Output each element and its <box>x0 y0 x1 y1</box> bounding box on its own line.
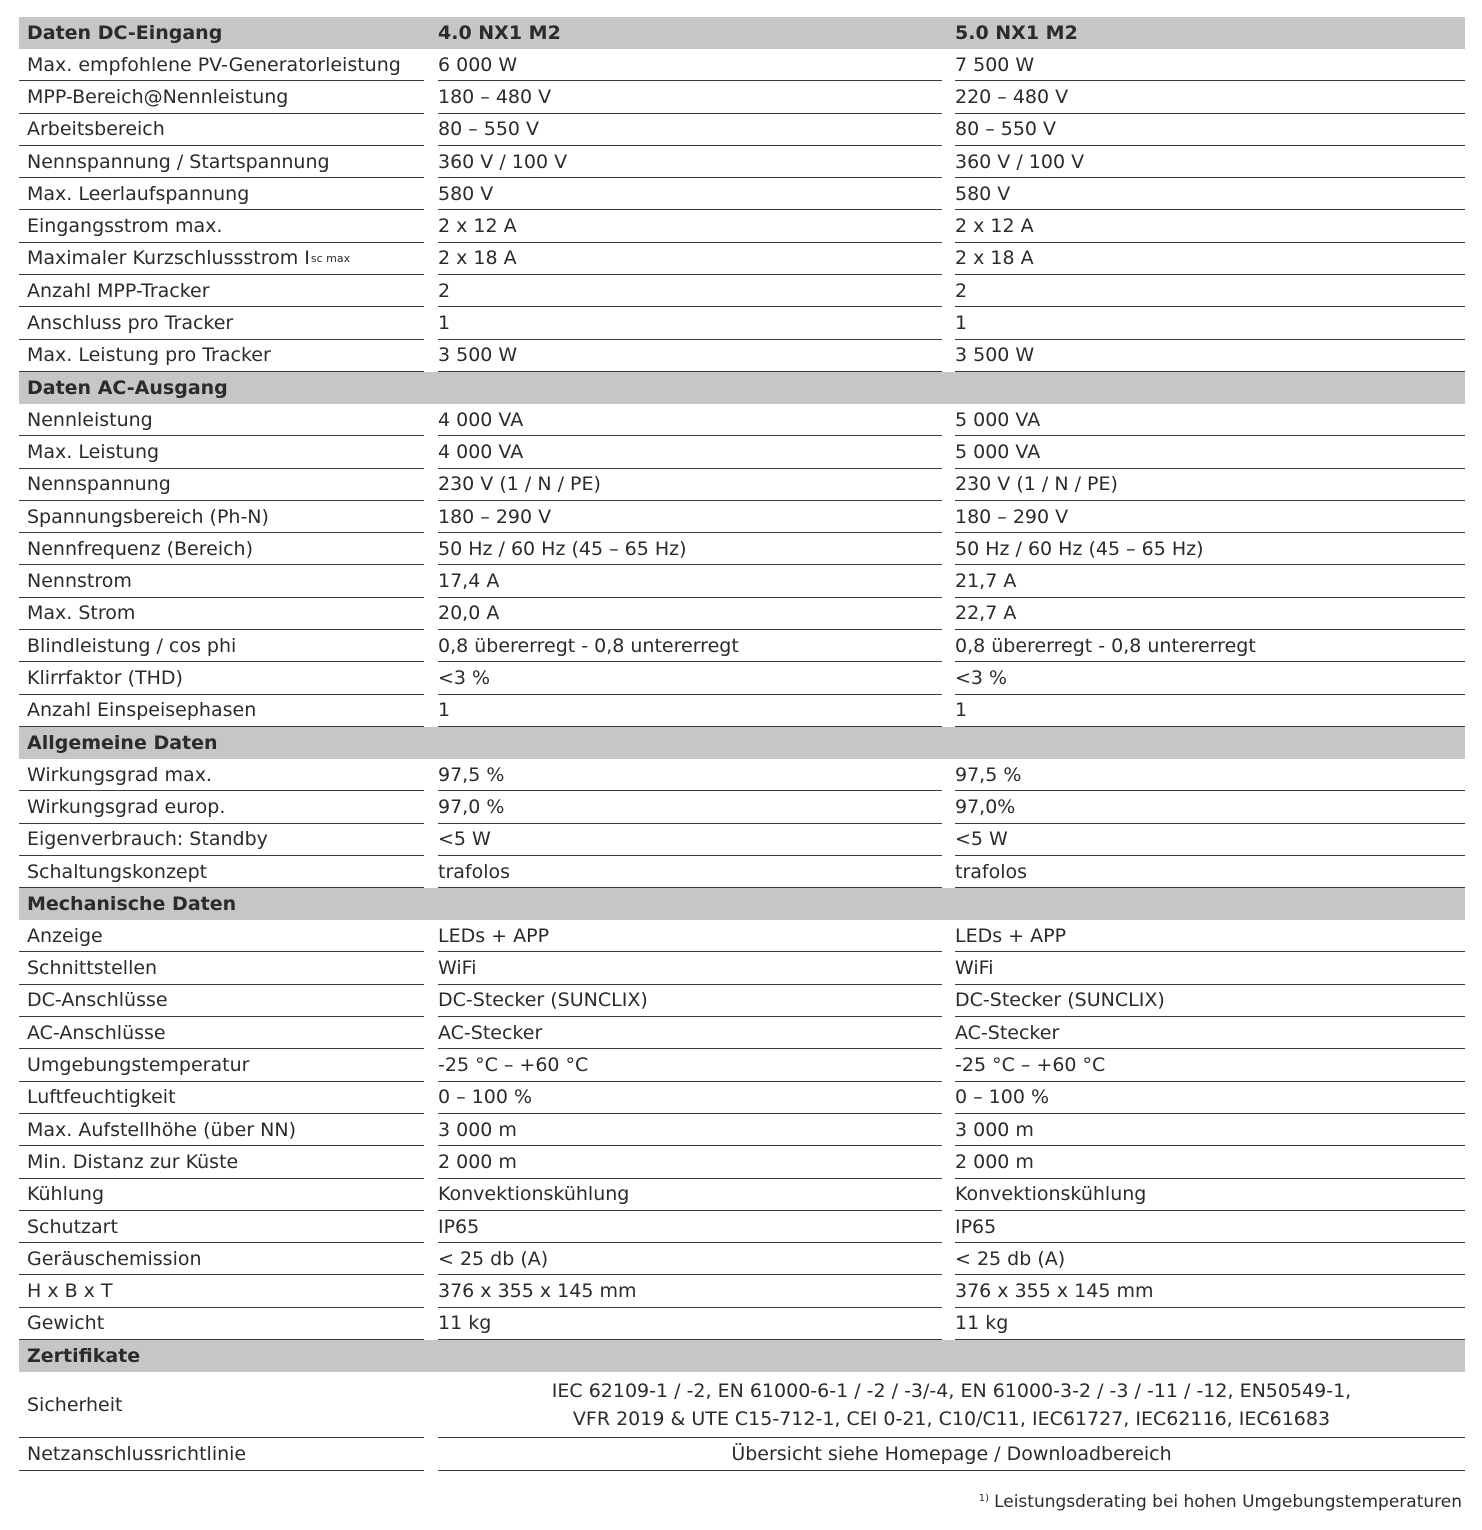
row-label <box>19 1211 424 1243</box>
row-label-text: DC-Anschlüsse <box>27 989 168 1012</box>
row-label <box>19 1243 424 1275</box>
section-header <box>19 372 1465 404</box>
row-label-text: Max. Leerlaufspannung <box>27 182 250 205</box>
value-model-a: 3 000 m <box>438 1114 942 1146</box>
value-model-a: 11 kg <box>438 1308 942 1340</box>
row-label-text: H x B x T <box>27 1280 113 1303</box>
row-label-text: Netzanschlussrichtlinie <box>27 1443 247 1466</box>
section-title: Daten AC-Ausgang <box>27 377 228 399</box>
value-model-b: 3 000 m <box>955 1114 1465 1146</box>
row-label <box>19 824 424 856</box>
row-label-text: Nennstrom <box>27 570 132 593</box>
row-label <box>19 340 424 372</box>
row-label-text: Min. Distanz zur Küste <box>27 1150 239 1173</box>
section-title: Allgemeine Daten <box>27 732 218 754</box>
row-label <box>19 695 424 727</box>
value-model-a: 180 – 290 V <box>438 501 942 533</box>
value-model-b: WiFi <box>955 953 1465 985</box>
table-row <box>0 856 1482 888</box>
row-label <box>19 759 424 791</box>
value-model-b: 50 Hz / 60 Hz (45 – 65 Hz) <box>955 533 1465 565</box>
row-label <box>19 791 424 823</box>
row-label-text: Sicherheit <box>27 1393 123 1416</box>
table-row <box>0 759 1482 791</box>
value-model-b: 1 <box>955 695 1465 727</box>
value-model-b: < 25 db (A) <box>955 1243 1465 1275</box>
value-model-b: 2 000 m <box>955 1146 1465 1178</box>
row-label <box>19 275 424 307</box>
value-model-b: LEDs + APP <box>955 920 1465 952</box>
value-model-a: trafolos <box>438 856 942 888</box>
value-model-a: 3 500 W <box>438 340 942 372</box>
value-model-b: 21,7 A <box>955 566 1465 598</box>
row-label-text: Max. Strom <box>27 602 136 625</box>
row-label <box>19 243 424 275</box>
value-model-b: 376 x 355 x 145 mm <box>955 1276 1465 1308</box>
value-model-a: 1 <box>438 307 942 339</box>
table-row <box>0 49 1482 81</box>
footnote-mark: 1) <box>978 1493 990 1504</box>
value-model-b: 220 – 480 V <box>955 81 1465 113</box>
row-label-text: Nennleistung <box>27 408 153 431</box>
table-row <box>0 469 1482 501</box>
row-label-text: Anschluss pro Tracker <box>27 312 234 335</box>
value-model-a: AC-Stecker <box>438 1017 942 1049</box>
table-row <box>0 533 1482 565</box>
value-model-b: 0,8 übererregt - 0,8 untererregt <box>955 630 1465 662</box>
row-label <box>19 1179 424 1211</box>
table-row <box>0 146 1482 178</box>
table-row <box>0 1211 1482 1243</box>
row-label <box>19 436 424 468</box>
row-label-text: Nennspannung / Startspannung <box>27 150 330 173</box>
value-model-a: 376 x 355 x 145 mm <box>438 1276 942 1308</box>
section-header <box>19 727 1465 759</box>
value-model-b: 5 000 VA <box>955 404 1465 436</box>
row-label-text: Max. Leistung pro Tracker <box>27 344 271 367</box>
value-model-b: Konvektionskühlung <box>955 1179 1465 1211</box>
row-label <box>19 533 424 565</box>
row-label <box>19 1276 424 1308</box>
value-model-b: 580 V <box>955 178 1465 210</box>
value-model-b: 97,5 % <box>955 759 1465 791</box>
row-label <box>19 49 424 81</box>
model-a-header: 4.0 NX1 M2 <box>438 22 561 44</box>
value-model-a: 2 <box>438 275 942 307</box>
table-row <box>0 630 1482 662</box>
row-label-text: Max. Aufstellhöhe (über NN) <box>27 1118 297 1141</box>
row-label-text: Geräuschemission <box>27 1247 202 1270</box>
row-label-text: Eigenverbrauch: Standby <box>27 828 268 851</box>
footnote <box>979 1492 1462 1512</box>
table-row <box>0 114 1482 146</box>
table-row <box>0 275 1482 307</box>
row-label <box>19 114 424 146</box>
row-label-text: Umgebungstemperatur <box>27 1054 250 1077</box>
value-model-a: 1 <box>438 695 942 727</box>
value-model-a: <3 % <box>438 662 942 694</box>
table-row <box>0 1179 1482 1211</box>
value-model-a: 2 x 12 A <box>438 211 942 243</box>
row-label <box>19 985 424 1017</box>
table-row <box>0 662 1482 694</box>
value-model-b: 5 000 VA <box>955 436 1465 468</box>
value-both-models: Übersicht siehe Homepage / Downloadbereich <box>438 1438 1465 1471</box>
value-model-b: 2 x 12 A <box>955 211 1465 243</box>
section-title: Daten DC-Eingang <box>27 22 223 44</box>
row-label-subscript: sc max <box>310 251 351 265</box>
row-label-text: Luftfeuchtigkeit <box>27 1086 176 1109</box>
row-label <box>19 662 424 694</box>
section-header <box>19 888 1465 920</box>
row-label-text: Schutzart <box>27 1215 118 1238</box>
value-model-b: 22,7 A <box>955 598 1465 630</box>
section-title: Zertifikate <box>27 1345 141 1368</box>
table-row <box>0 824 1482 856</box>
row-label <box>19 630 424 662</box>
table-row <box>0 791 1482 823</box>
model-b-header: 5.0 NX1 M2 <box>955 22 1078 44</box>
table-row <box>0 598 1482 630</box>
value-model-b: <3 % <box>955 662 1465 694</box>
row-label-text: Spannungsbereich (Ph-N) <box>27 505 269 528</box>
value-model-b: trafolos <box>955 856 1465 888</box>
row-label <box>19 598 424 630</box>
table-row <box>0 920 1482 952</box>
row-label-text: Arbeitsbereich <box>27 118 165 141</box>
table-row <box>0 1082 1482 1114</box>
row-label-text: MPP-Bereich@Nennleistung <box>27 85 289 108</box>
table-row <box>0 695 1482 727</box>
row-label-text: Nennfrequenz (Bereich) <box>27 537 254 560</box>
value-model-b: 230 V (1 / N / PE) <box>955 469 1465 501</box>
value-model-a: 0,8 übererregt - 0,8 untererregt <box>438 630 942 662</box>
value-model-a: 230 V (1 / N / PE) <box>438 469 942 501</box>
row-label <box>19 1146 424 1178</box>
row-label <box>19 1308 424 1340</box>
value-model-a: 2 000 m <box>438 1146 942 1178</box>
row-label <box>19 1082 424 1114</box>
table-row <box>0 307 1482 339</box>
section-header <box>19 17 1465 49</box>
value-model-b: 2 x 18 A <box>955 243 1465 275</box>
row-label-text: Klirrfaktor (THD) <box>27 667 183 690</box>
table-row <box>0 1372 1482 1438</box>
table-row <box>0 81 1482 113</box>
row-label <box>19 1017 424 1049</box>
table-row <box>0 1114 1482 1146</box>
value-model-a: < 25 db (A) <box>438 1243 942 1275</box>
value-model-a: DC-Stecker (SUNCLIX) <box>438 985 942 1017</box>
row-label-text: Max. Leistung <box>27 440 160 463</box>
row-label <box>19 81 424 113</box>
table-row <box>0 1049 1482 1081</box>
row-label-text: Schaltungskonzept <box>27 860 208 883</box>
table-row <box>0 501 1482 533</box>
value-model-b: IP65 <box>955 1211 1465 1243</box>
row-label-text: Blindleistung / cos phi <box>27 634 237 657</box>
row-label <box>19 469 424 501</box>
value-both-models: IEC 62109-1 / -2, EN 61000-6-1 / -2 / -3/-4, EN 61000-3-2 / -3 / -11 / -12, EN50549-1, VFR 2019 & UTE C15-712-1, CEI 0-21, C10/C11, IEC61727, IEC62116, IEC61683 <box>438 1372 1465 1438</box>
value-model-a: WiFi <box>438 953 942 985</box>
row-label-text: Gewicht <box>27 1312 105 1335</box>
table-row <box>0 566 1482 598</box>
value-model-b: 0 – 100 % <box>955 1082 1465 1114</box>
table-row <box>0 1243 1482 1275</box>
row-label-text: Maximaler Kurzschlussstrom I <box>27 247 310 270</box>
row-label <box>19 1049 424 1081</box>
row-label-text: Anzeige <box>27 924 103 947</box>
row-label <box>19 501 424 533</box>
footnote-text: Leistungsderating bei hohen Umgebungstemperaturen <box>994 1492 1462 1512</box>
table-row <box>0 1438 1482 1471</box>
table-row <box>0 1308 1482 1340</box>
table-row <box>0 1276 1482 1308</box>
value-model-b: 180 – 290 V <box>955 501 1465 533</box>
row-label <box>19 920 424 952</box>
section-title: Mechanische Daten <box>27 893 237 916</box>
row-label <box>19 1438 424 1471</box>
row-label-text: Eingangsstrom max. <box>27 215 223 238</box>
value-model-a: 4 000 VA <box>438 436 942 468</box>
value-model-a: -25 °C – +60 °C <box>438 1049 942 1081</box>
value-model-a: LEDs + APP <box>438 920 942 952</box>
value-model-a: 0 – 100 % <box>438 1082 942 1114</box>
value-model-a: 80 – 550 V <box>438 114 942 146</box>
row-label-text: Wirkungsgrad europ. <box>27 795 226 818</box>
table-row <box>0 211 1482 243</box>
value-model-a: 20,0 A <box>438 598 942 630</box>
row-label <box>19 307 424 339</box>
value-model-a: 2 x 18 A <box>438 243 942 275</box>
table-row <box>0 953 1482 985</box>
value-model-a: 180 – 480 V <box>438 81 942 113</box>
value-model-b: 3 500 W <box>955 340 1465 372</box>
table-row <box>0 178 1482 210</box>
value-model-a: 580 V <box>438 178 942 210</box>
value-model-b: 80 – 550 V <box>955 114 1465 146</box>
value-model-b: DC-Stecker (SUNCLIX) <box>955 985 1465 1017</box>
value-model-a: 97,5 % <box>438 759 942 791</box>
value-model-a: IP65 <box>438 1211 942 1243</box>
row-label-text: Anzahl Einspeisephasen <box>27 699 257 722</box>
table-row <box>0 1146 1482 1178</box>
table-row <box>0 340 1482 372</box>
value-model-a: <5 W <box>438 824 942 856</box>
row-label <box>19 1114 424 1146</box>
value-model-b: AC-Stecker <box>955 1017 1465 1049</box>
table-row <box>0 436 1482 468</box>
row-label <box>19 856 424 888</box>
row-label-text: Nennspannung <box>27 473 171 496</box>
row-label <box>19 404 424 436</box>
value-model-b: 11 kg <box>955 1308 1465 1340</box>
row-label-text: AC-Anschlüsse <box>27 1021 166 1044</box>
value-model-b: 7 500 W <box>955 49 1465 81</box>
row-label-text: Wirkungsgrad max. <box>27 763 212 786</box>
row-label <box>19 566 424 598</box>
row-label <box>19 1372 424 1438</box>
value-model-b: -25 °C – +60 °C <box>955 1049 1465 1081</box>
row-label <box>19 211 424 243</box>
table-row <box>0 985 1482 1017</box>
row-label-text: Kühlung <box>27 1183 105 1206</box>
table-row <box>0 404 1482 436</box>
value-model-b: 2 <box>955 275 1465 307</box>
section-header <box>19 1340 1465 1372</box>
value-model-a: 17,4 A <box>438 566 942 598</box>
row-label-text: Schnittstellen <box>27 957 158 980</box>
table-row <box>0 243 1482 275</box>
value-model-a: 360 V / 100 V <box>438 146 942 178</box>
row-label <box>19 178 424 210</box>
value-model-a: 97,0 % <box>438 791 942 823</box>
value-model-b: 1 <box>955 307 1465 339</box>
row-label-text: Max. empfohlene PV-Generatorleistung <box>27 53 401 76</box>
value-model-a: 50 Hz / 60 Hz (45 – 65 Hz) <box>438 533 942 565</box>
table-row <box>0 1017 1482 1049</box>
value-model-a: 6 000 W <box>438 49 942 81</box>
value-model-a: 4 000 VA <box>438 404 942 436</box>
value-model-b: <5 W <box>955 824 1465 856</box>
value-model-a: Konvektionskühlung <box>438 1179 942 1211</box>
value-model-b: 97,0% <box>955 791 1465 823</box>
row-label <box>19 953 424 985</box>
value-model-b: 360 V / 100 V <box>955 146 1465 178</box>
row-label-text: Anzahl MPP-Tracker <box>27 279 210 302</box>
row-label <box>19 146 424 178</box>
